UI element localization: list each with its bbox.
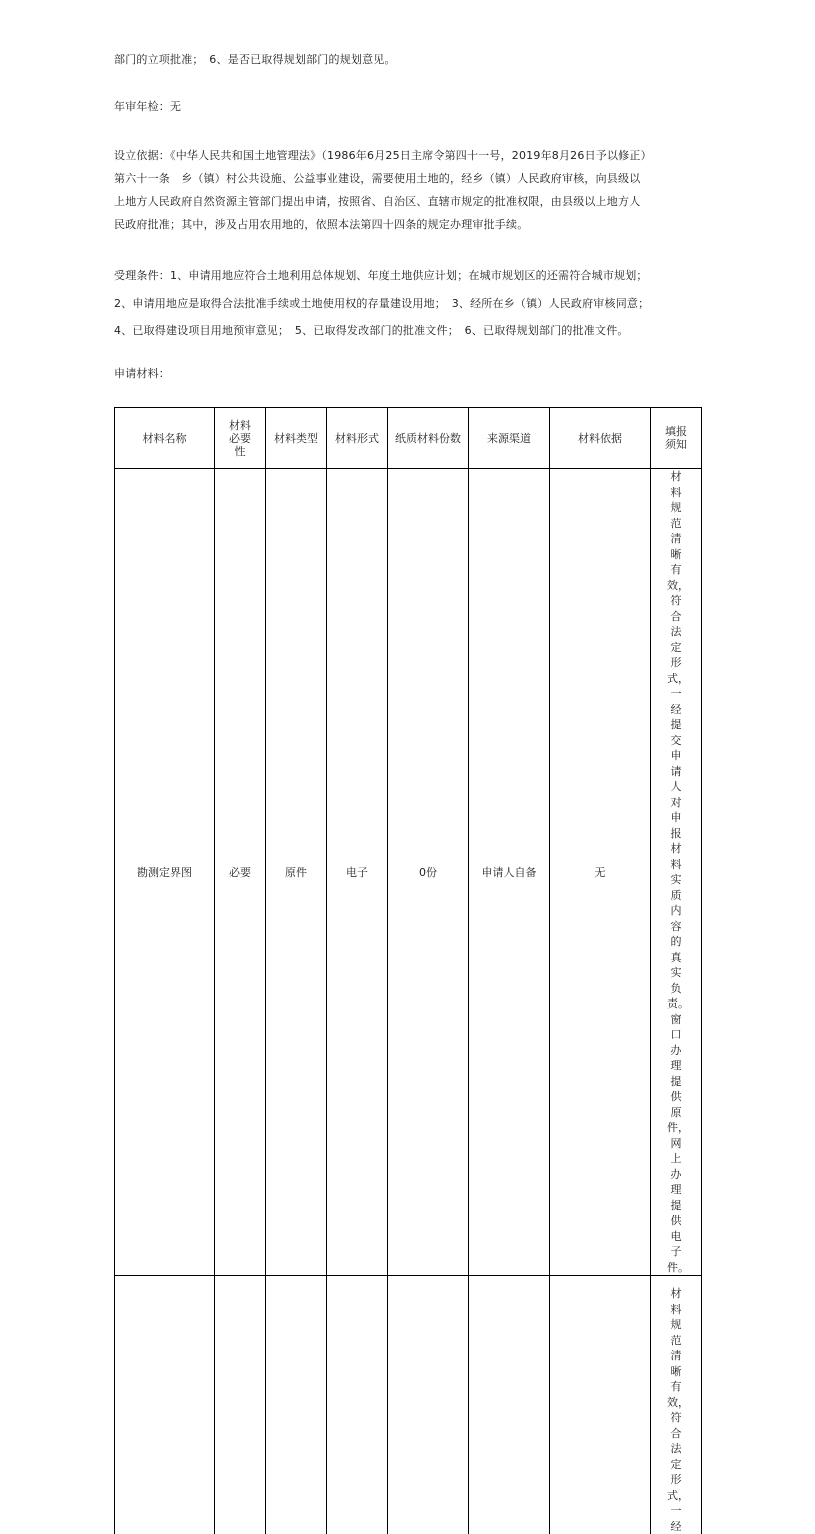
cell-form [327, 1276, 388, 1534]
annual-check-text: 年审年检：无 [114, 97, 714, 117]
annual-check-section [114, 97, 714, 117]
header-type: 材料类型 [266, 408, 327, 469]
cell-type: 原件 [266, 469, 327, 1276]
cell-notes: 材料规范清晰有效，符合法定形式，一经提交申请人对申报材料实质内容的真实负责。窗口办理提供原件，网上办理提供电子件。 [651, 469, 702, 1276]
cell-source [469, 1276, 550, 1534]
table-row [115, 469, 702, 1276]
cell-copies [388, 1276, 469, 1534]
basis-line: 设立依据：《中华人民共和国土地管理法》（1986年6月25日主席令第四十一号，2019年8月26日予以修正） [114, 146, 714, 166]
cell-copies: 0份 [388, 469, 469, 1276]
cell-notes: 材料规范清晰有效，符合法定形式，一经 [651, 1276, 702, 1534]
basis-line: 民政府批准；其中，涉及占用农用地的，依照本法第四十四条的规定办理审批手续。 [114, 215, 714, 235]
cell-basis [550, 1276, 651, 1534]
materials-heading [114, 364, 714, 384]
intro-line [114, 50, 714, 70]
header-basis: 材料依据 [550, 408, 651, 469]
header-required: 材料必要性 [215, 408, 266, 469]
condition-line: 4、已取得建设项目用地预审意见； 5、已取得发改部门的批准文件； 6、已取得规划部门的批准文件。 [114, 321, 714, 341]
cell-name [115, 1276, 215, 1534]
cell-required [215, 1276, 266, 1534]
materials-table [114, 407, 702, 1534]
condition-line: 受理条件：1、申请用地应符合土地利用总体规划、年度土地供应计划；在城市规划区的还需符合城市规划； [114, 266, 714, 286]
header-copies: 纸质材料份数 [388, 408, 469, 469]
cell-required: 必要 [215, 469, 266, 1276]
basis-line: 上地方人民政府自然资源主管部门提出申请，按照省、自治区、直辖市规定的批准权限，由县级以上地方人 [114, 192, 714, 212]
condition-line: 2、申请用地应是取得合法批准手续或土地使用权的存量建设用地； 3、经所在乡（镇）人民政府审核同意； [114, 294, 714, 314]
cell-name: 勘测定界图 [115, 469, 215, 1276]
basis-line: 第六十一条 乡（镇）村公共设施、公益事业建设，需要使用土地的，经乡（镇）人民政府审核，向县级以 [114, 169, 714, 189]
cell-source: 申请人自备 [469, 469, 550, 1276]
materials-label: 申请材料： [114, 364, 714, 384]
cell-type [266, 1276, 327, 1534]
approval-text: 部门的立项批准； 6、是否已取得规划部门的规划意见。 [114, 50, 714, 70]
header-source: 来源渠道 [469, 408, 550, 469]
cell-form: 电子 [327, 469, 388, 1276]
header-form: 材料形式 [327, 408, 388, 469]
legal-basis-section [114, 146, 714, 235]
cell-basis: 无 [550, 469, 651, 1276]
header-name: 材料名称 [115, 408, 215, 469]
table-header-row [115, 408, 702, 469]
conditions-section [114, 266, 714, 341]
header-notes: 填报须知 [651, 408, 702, 469]
table-row [115, 1276, 702, 1534]
